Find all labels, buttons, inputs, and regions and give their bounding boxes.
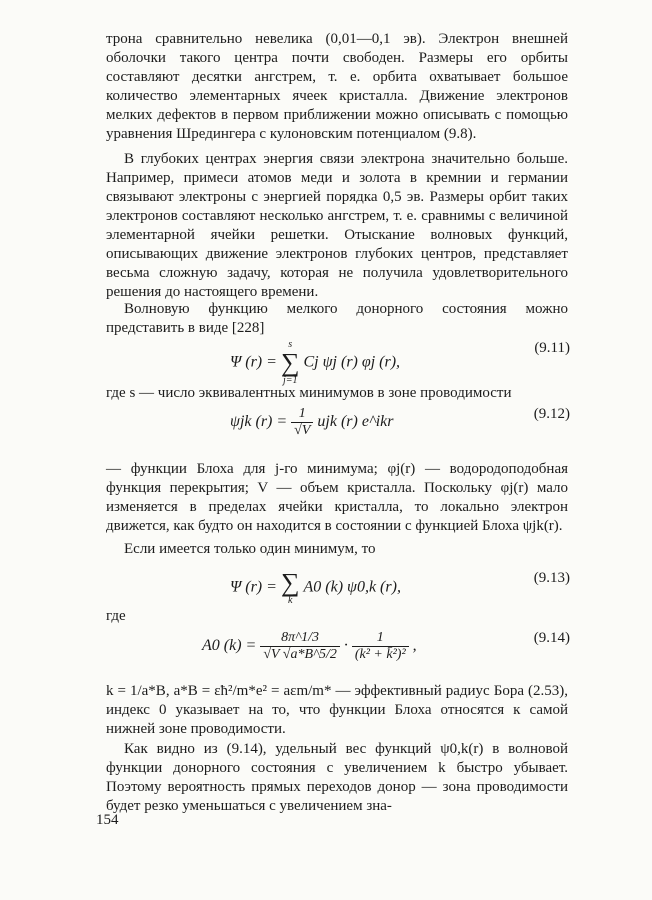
fraction-numerator: 1	[291, 406, 313, 423]
formula-9-12-number: (9.12)	[533, 406, 570, 422]
fraction-denominator: √V	[294, 423, 311, 438]
where-label: где	[106, 608, 126, 624]
page-number: 154	[96, 812, 119, 828]
paragraph-4: где s — число эквивалентных минимумов в зоне проводимости	[106, 385, 512, 401]
paragraph-3: Волновую функцию мелкого донорного состояния можно представить в виде [228]	[106, 301, 568, 336]
formula-9-14-fraction-1	[260, 630, 340, 663]
formula-9-14-tail: ,	[412, 637, 417, 655]
formula-9-14-fraction-2	[352, 630, 409, 663]
fraction-denominator: (k² + k̄²)²	[354, 647, 406, 662]
fraction-numerator: 1	[352, 630, 409, 647]
formula-9-12-body: ujk (r) e^ikr	[317, 413, 394, 431]
paragraph-5: — функции Блоха для j-го минимума; φj(r) — водородоподобная функция перекрытия; V — объем кристалла. Поскольку φj(r) мало изменяется в пределах ячейки кристалла, то локально электрон движется, как будто он находится в состоянии с функцией Блоха ψjk(r).	[106, 461, 568, 534]
sum-symbol-9-11: s ∑ j=1	[280, 339, 300, 386]
formula-9-12-fraction	[291, 406, 313, 439]
formula-9-13-lhs: Ψ (r) =	[230, 578, 281, 596]
formula-9-12-lhs: ψjk (r) =	[230, 413, 292, 431]
sum-lower-limit: k	[287, 595, 293, 606]
formula-9-14-lhs: A0 (k) =	[202, 637, 261, 655]
sum-upper-limit: s	[288, 339, 293, 350]
formula-9-12	[106, 398, 570, 438]
paragraph-2: В глубоких центрах энергия связи электрона значительно больше. Например, примеси атомов меди и золота в кремнии и германии связывают электроны с энергией порядка 0,5 эв. Размеры орбит таких электронов составляют несколько ангстрем, т. е. сравнимы с величиной элементарной ячейки решетки. Отыскание волновых функций, описывающих движение электронов глубоких центров, представляет весьма сложную задачу, которая не получила удовлетворительного решения до настоящего времени.	[106, 151, 568, 300]
sum-symbol-9-13: ∑ k	[280, 568, 300, 606]
formula-9-11-lhs: Ψ (r) =	[230, 353, 281, 371]
formula-9-13-body: A0 (k) ψ0,k (r),	[303, 578, 401, 596]
paragraph-8: k = 1/a*B, a*B = εħ²/m*e² = aεm/m* — эффективный радиус Бора (2.53), индекс 0 указывает на то, что функции Блоха относятся к самой нижней зоне проводимости.	[106, 683, 568, 737]
formula-9-14-number: (9.14)	[533, 630, 570, 646]
formula-9-11-number: (9.11)	[534, 340, 570, 356]
formula-9-13-number: (9.13)	[533, 570, 570, 586]
fraction-numerator: 8π^1/3	[260, 630, 340, 647]
formula-9-14	[106, 622, 570, 662]
paragraph-9: Как видно из (9.14), удельный вес функций ψ0,k(r) в волновой функции донорного состояния с увеличением k быстро убывает. Поэтому вероятность прямых переходов донор — зона проводимости будет резко уменьшаться с увеличением зна-	[106, 741, 568, 814]
sum-lower-limit: j=1	[282, 375, 298, 386]
formula-9-13	[106, 562, 570, 606]
paragraph-6: Если имеется только один минимум, то	[124, 541, 376, 557]
fraction-denominator: √V √a*B^5/2	[263, 647, 337, 662]
formula-9-11-body: Cj ψj (r) φj (r),	[303, 353, 401, 371]
formula-9-11	[106, 332, 570, 386]
paragraph-1: трона сравнительно невелика (0,01—0,1 эв). Электрон внешней оболочки такого центра почти свободен. Размеры его орбиты составляют десятки ангстрем, т. е. орбита охватывает большое количество элементарных ячеек кристалла. Движение электронов мелких дефектов в первом приближении можно описывать с помощью уравнения Шредингера с кулоновским потенциалом (9.8).	[106, 31, 568, 142]
formula-9-14-dot: ·	[343, 637, 352, 655]
